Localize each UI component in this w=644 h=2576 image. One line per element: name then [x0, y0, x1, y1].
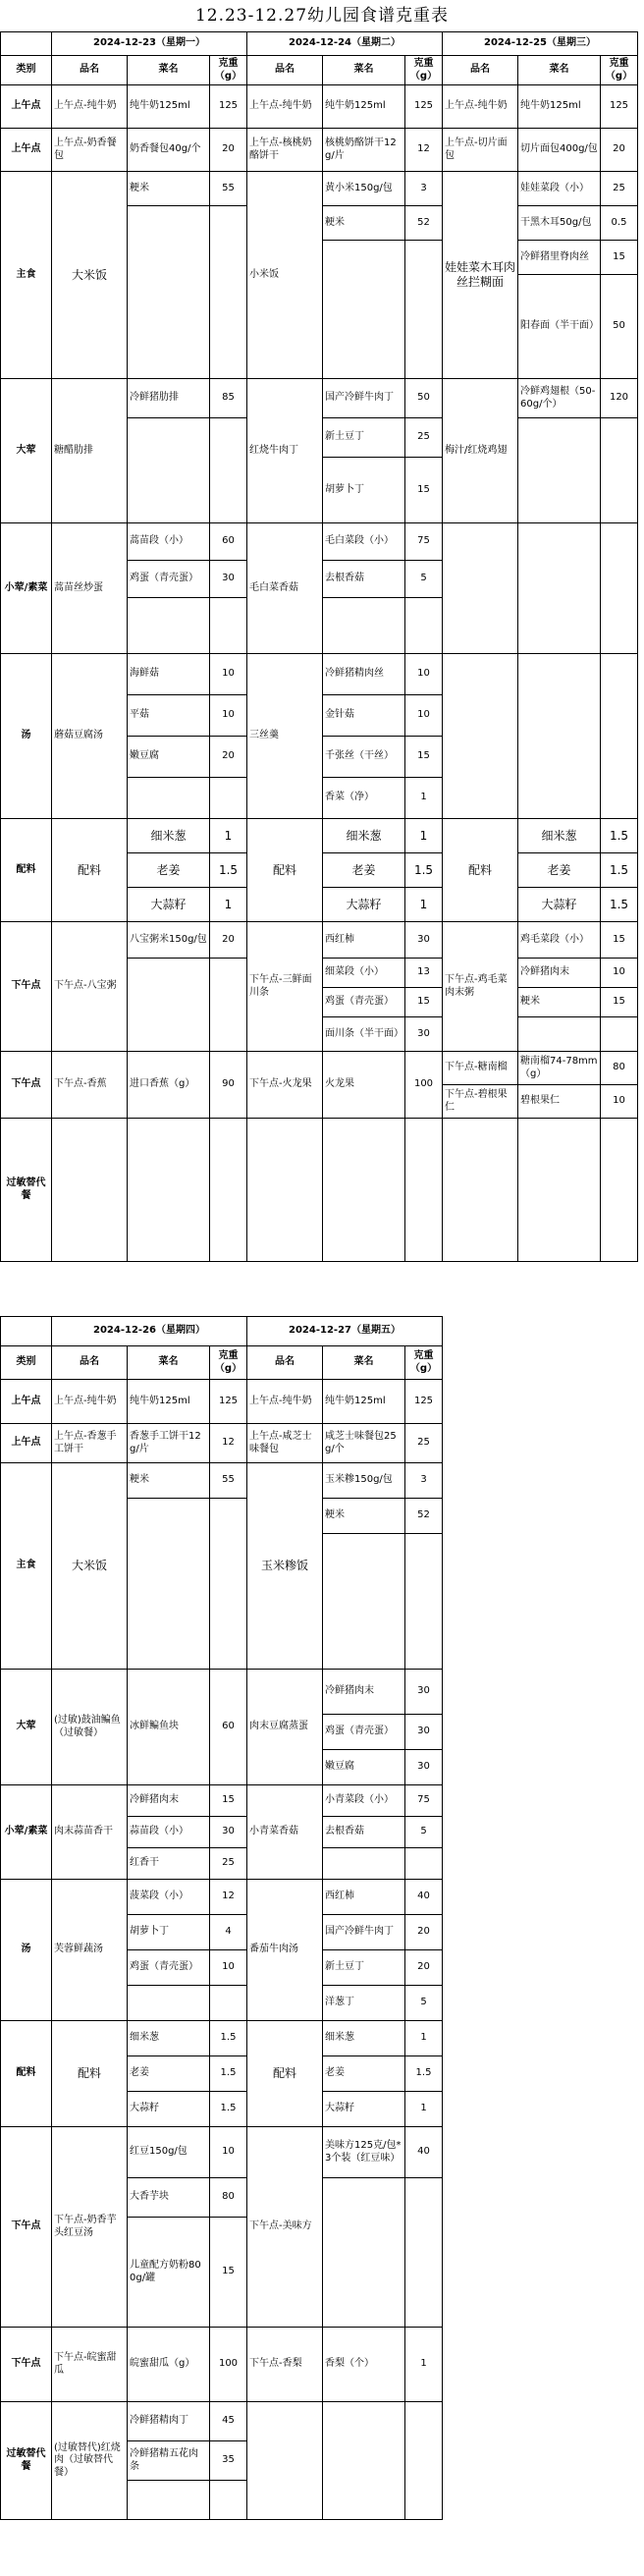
dish-name: 下午点-奶香芋头红豆汤 [52, 2127, 128, 2328]
dish-name: 下午点-香蕉 [52, 1052, 128, 1119]
dish-name: 下午点-皖蜜甜瓜 [52, 2328, 128, 2402]
ingredient: 鸡蛋（青壳蛋） [128, 1950, 210, 1986]
ingredient: 切片面包400g/包 [518, 129, 601, 172]
dish-name: 芙蓉鲜蔬汤 [52, 1880, 128, 2021]
weight: 40 [405, 2127, 443, 2178]
header-ingredient: 菜名 [518, 56, 601, 85]
header-weight: 克重（g） [405, 56, 443, 85]
weight: 125 [210, 1380, 247, 1424]
dish-name: 娃娃菜木耳肉丝拦糊面 [443, 172, 518, 379]
weight: 1.5 [405, 2056, 443, 2092]
ingredient: 细米葱 [323, 819, 405, 853]
ingredient: 进口香蕉（g） [128, 1052, 210, 1119]
ingredient: 美味方125克/包*3个装（红豆味） [323, 2127, 405, 2178]
ingredient: 粳米 [323, 206, 405, 241]
dish-name: 配料 [443, 819, 518, 922]
ingredient: 咸芝士味餐包25g/个 [323, 1424, 405, 1463]
ingredient: 糖南榴74-78mm（g） [518, 1052, 601, 1085]
weight: 50 [405, 379, 443, 418]
weight: 1.5 [210, 2021, 247, 2056]
weight: 1.5 [210, 2092, 247, 2127]
weight: 13 [405, 959, 443, 988]
row-soup-1 [1, 1880, 443, 1915]
row-side-1 [1, 1785, 443, 1817]
ingredient: 老姜 [518, 853, 601, 888]
category-side-dish: 小荤/素菜 [1, 1785, 52, 1880]
category-soup: 汤 [1, 1880, 52, 2021]
ingredient: 金针菇 [323, 695, 405, 737]
ingredient: 千张丝（干丝） [323, 737, 405, 778]
weight: 20 [601, 129, 638, 172]
weight: 35 [210, 2441, 247, 2481]
weight: 120 [601, 379, 638, 418]
column-header-row [1, 1346, 443, 1380]
weight: 12 [210, 1880, 247, 1915]
ingredient: 香梨（个） [323, 2328, 405, 2402]
row-staple-1 [1, 1463, 443, 1499]
ingredient: 冷鲜猪精五花肉条 [128, 2441, 210, 2481]
dish-name: 蒿苗丝炒蛋 [52, 523, 128, 654]
ingredient: 红香干 [128, 1848, 210, 1880]
weight: 85 [210, 379, 247, 418]
ingredient: 冷鲜猪肋排 [128, 379, 210, 418]
ingredient: 纯牛奶125ml [128, 85, 210, 129]
dish-name: 大米饭 [52, 1463, 128, 1670]
dish-name: 配料 [52, 2021, 128, 2127]
ingredient: 菠菜段（小） [128, 1880, 210, 1915]
ingredient: 细米葱 [128, 2021, 210, 2056]
weight: 20 [210, 129, 247, 172]
ingredient: 新土豆丁 [323, 418, 405, 458]
weight: 12 [405, 129, 443, 172]
weight: 15 [210, 1785, 247, 1817]
ingredient: 胡萝卜丁 [128, 1915, 210, 1950]
header-weight: 克重（g） [210, 56, 247, 85]
ingredient: 八宝粥米150g/包 [128, 922, 210, 959]
weight: 75 [405, 523, 443, 561]
category-snack-am: 上午点 [1, 129, 52, 172]
header-dish: 品名 [443, 56, 518, 85]
dish-name: 蘑菇豆腐汤 [52, 654, 128, 819]
dish-name: 糖醋肋排 [52, 379, 128, 523]
ingredient: 细米葱 [518, 819, 601, 853]
dish-name: 配料 [52, 819, 128, 922]
weight: 55 [210, 172, 247, 206]
ingredient: 火龙果 [323, 1052, 405, 1119]
ingredient: 蒜苗段（小） [128, 1817, 210, 1848]
ingredient: 冷鲜猪里脊肉丝 [518, 241, 601, 275]
page-title: 12.23-12.27幼儿园食谱克重表 [194, 6, 450, 26]
ingredient: 胡萝卜丁 [323, 458, 405, 523]
menu-table-week-1 [0, 31, 638, 1262]
category-snack-pm: 下午点 [1, 2328, 52, 2402]
category-snack-am: 上午点 [1, 85, 52, 129]
weight: 25 [210, 1848, 247, 1880]
ingredient: 玉米糁150g/包 [323, 1463, 405, 1499]
header-ingredient: 菜名 [323, 56, 405, 85]
category-snack-am: 上午点 [1, 1424, 52, 1463]
weight: 20 [405, 1915, 443, 1950]
dish-name: 肉末豆腐蒸蛋 [247, 1670, 323, 1785]
weight: 1 [405, 819, 443, 853]
ingredient: 皖蜜甜瓜（g） [128, 2328, 210, 2402]
dish-name: 玉米糁饭 [247, 1463, 323, 1670]
weight: 20 [405, 1950, 443, 1986]
row-snack-pm-fruit [1, 2328, 443, 2402]
ingredient: 冷鲜鸡翅根（50-60g/个） [518, 379, 601, 418]
ingredient: 奶香餐包40g/个 [128, 129, 210, 172]
menu-table-week-2 [0, 1316, 443, 2520]
weight: 125 [601, 85, 638, 129]
weight: 40 [405, 1880, 443, 1915]
dish-name: 下午点-火龙果 [247, 1052, 323, 1119]
weight: 15 [405, 737, 443, 778]
header-dish: 品名 [247, 1346, 323, 1380]
weight: 10 [210, 1950, 247, 1986]
ingredient: 冷鲜猪肉末 [128, 1785, 210, 1817]
weight: 30 [210, 1817, 247, 1848]
dish-name: (过敏)鼓油鳊鱼（过敏餐） [52, 1670, 128, 1785]
weight: 125 [210, 85, 247, 129]
ingredient: 儿童配方奶粉800g/罐 [128, 2218, 210, 2328]
dish-name: 上午点-核桃奶酪饼干 [247, 129, 323, 172]
ingredient: 洋葱丁 [323, 1986, 405, 2021]
ingredient: 核桃奶酪饼干12g/片 [323, 129, 405, 172]
ingredient: 去根香菇 [323, 1817, 405, 1848]
ingredient: 鸡蛋（青壳蛋） [323, 1715, 405, 1750]
ingredient: 嫩豆腐 [323, 1750, 405, 1785]
ingredient: 毛白菜段（小） [323, 523, 405, 561]
dish-name: 上午点-切片面包 [443, 129, 518, 172]
ingredient: 小青菜段（小） [323, 1785, 405, 1817]
ingredient: 西红柿 [323, 1880, 405, 1915]
weight: 10 [405, 654, 443, 695]
category-allergy: 过敏替代餐 [1, 2402, 52, 2520]
weight: 125 [405, 1380, 443, 1424]
category-snack-pm: 下午点 [1, 1052, 52, 1119]
ingredient: 海鲜菇 [128, 654, 210, 695]
ingredient: 娃娃菜段（小） [518, 172, 601, 206]
day-header-thu: 2024-12-26（星期四） [52, 1317, 247, 1346]
dish-name: 配料 [247, 2021, 323, 2127]
ingredient: 鸡毛菜段（小） [518, 922, 601, 959]
category-seasoning: 配料 [1, 2021, 52, 2127]
weight: 1 [405, 888, 443, 922]
ingredient: 蒿苗段（小） [128, 523, 210, 561]
ingredient: 红豆150g/包 [128, 2127, 210, 2178]
dish-name: 上午点-纯牛奶 [247, 85, 323, 129]
ingredient: 嫩豆腐 [128, 737, 210, 778]
weight: 10 [601, 959, 638, 988]
ingredient: 西红柿 [323, 922, 405, 959]
category-soup: 汤 [1, 654, 52, 819]
weight: 10 [210, 695, 247, 737]
weight: 15 [210, 2218, 247, 2328]
weight: 5 [405, 1986, 443, 2021]
weight: 1 [210, 888, 247, 922]
ingredient: 纯牛奶125ml [128, 1380, 210, 1424]
weight: 4 [210, 1915, 247, 1950]
header-dish: 品名 [52, 56, 128, 85]
category-allergy: 过敏替代餐 [1, 1119, 52, 1262]
weight: 1 [405, 778, 443, 819]
dish-name: 下午点-八宝粥 [52, 922, 128, 1052]
weight: 12 [210, 1424, 247, 1463]
category-seasoning: 配料 [1, 819, 52, 922]
weight: 10 [210, 2127, 247, 2178]
header-category: 类别 [1, 1346, 52, 1380]
ingredient: 国产冷鲜牛肉丁 [323, 1915, 405, 1950]
dish-name: 下午点-三鲜面川条 [247, 922, 323, 1052]
ingredient: 干黑木耳50g/包 [518, 206, 601, 241]
weight: 15 [601, 241, 638, 275]
dish-name: 下午点-碧根果仁 [443, 1085, 518, 1119]
dish-name: 下午点-鸡毛菜肉末粥 [443, 922, 518, 1052]
row-main-1 [1, 379, 638, 418]
row-main-1 [1, 1670, 443, 1715]
row-allergy [1, 1119, 638, 1262]
weight: 100 [405, 1052, 443, 1119]
row-snack-pm-fruit-1 [1, 1052, 638, 1085]
column-header-row [1, 56, 638, 85]
header-weight: 克重（g） [601, 56, 638, 85]
ingredient: 粳米 [128, 172, 210, 206]
weight: 100 [210, 2328, 247, 2402]
header-dish: 品名 [247, 56, 323, 85]
weight: 1.5 [601, 819, 638, 853]
weight: 5 [405, 561, 443, 598]
ingredient: 大蒜籽 [128, 2092, 210, 2127]
weight: 50 [601, 275, 638, 379]
weight: 5 [405, 1817, 443, 1848]
category-snack-pm: 下午点 [1, 922, 52, 1052]
dish-name: 肉末蒜苗香干 [52, 1785, 128, 1880]
ingredient: 粳米 [518, 988, 601, 1017]
ingredient: 大蒜籽 [518, 888, 601, 922]
row-snack-am-1 [1, 85, 638, 129]
ingredient: 纯牛奶125ml [323, 85, 405, 129]
dish-name: 三丝羹 [247, 654, 323, 819]
row-snack-pm-1 [1, 2127, 443, 2178]
row-snack-am-2 [1, 1424, 443, 1463]
ingredient: 国产冷鲜牛肉丁 [323, 379, 405, 418]
dish-name: 下午点-美味方 [247, 2127, 323, 2328]
weight: 1.5 [601, 853, 638, 888]
dish-name: 下午点-糖南榴 [443, 1052, 518, 1085]
dish-name: 小青菜香菇 [247, 1785, 323, 1880]
header-ingredient: 菜名 [323, 1346, 405, 1380]
weight: 3 [405, 172, 443, 206]
weight: 45 [210, 2402, 247, 2441]
weight: 15 [601, 922, 638, 959]
ingredient: 鸡蛋（青壳蛋） [128, 561, 210, 598]
ingredient: 鸡蛋（青壳蛋） [323, 988, 405, 1017]
ingredient: 面川条（半干面） [323, 1017, 405, 1052]
category-snack-am: 上午点 [1, 1380, 52, 1424]
ingredient: 纯牛奶125ml [323, 1380, 405, 1424]
dish-name: 上午点-奶香餐包 [52, 129, 128, 172]
weight: 30 [405, 1017, 443, 1052]
ingredient: 香菜（净） [323, 778, 405, 819]
weight: 1.5 [601, 888, 638, 922]
ingredient: 阳春面（半干面） [518, 275, 601, 379]
weight: 30 [405, 1750, 443, 1785]
dish-name: 上午点-纯牛奶 [52, 85, 128, 129]
dish-name: 上午点-香葱手工饼干 [52, 1424, 128, 1463]
weight: 0.5 [601, 206, 638, 241]
weight: 80 [601, 1052, 638, 1085]
dish-name: 小米饭 [247, 172, 323, 379]
dish-name: 配料 [247, 819, 323, 922]
row-snack-am-1 [1, 1380, 443, 1424]
header-ingredient: 菜名 [128, 56, 210, 85]
weight: 15 [405, 988, 443, 1017]
ingredient: 老姜 [128, 853, 210, 888]
row-allergy-1 [1, 2402, 443, 2441]
weight: 52 [405, 1499, 443, 1534]
ingredient [128, 1986, 210, 2021]
day-header-wed: 2024-12-25（星期三） [443, 32, 638, 56]
ingredient: 大蒜籽 [323, 888, 405, 922]
weight: 1 [405, 2328, 443, 2402]
row-side-1 [1, 523, 638, 561]
header-dish: 品名 [52, 1346, 128, 1380]
weight: 1 [210, 819, 247, 853]
ingredient: 细米葱 [323, 2021, 405, 2056]
row-seasoning-1 [1, 819, 638, 853]
ingredient: 细菜段（小） [323, 959, 405, 988]
dish-name: (过敏替代)红烧肉（过敏替代餐） [52, 2402, 128, 2520]
dish-name: 上午点-纯牛奶 [443, 85, 518, 129]
weight: 3 [405, 1463, 443, 1499]
dish-name: 上午点-咸芝士味餐包 [247, 1424, 323, 1463]
ingredient: 老姜 [323, 2056, 405, 2092]
ingredient: 香葱手工饼干12g/片 [128, 1424, 210, 1463]
date-row [1, 32, 638, 56]
header-weight: 克重（g） [405, 1346, 443, 1380]
weight: 1 [405, 2092, 443, 2127]
weight: 52 [405, 206, 443, 241]
header-category: 类别 [1, 56, 52, 85]
category-main-dish: 大荤 [1, 379, 52, 523]
day-header-tue: 2024-12-24（星期二） [247, 32, 443, 56]
dish-name: 番茄牛肉汤 [247, 1880, 323, 2021]
category-main-dish: 大荤 [1, 1670, 52, 1785]
ingredient: 冷鲜猪精肉丝 [323, 654, 405, 695]
category-staple: 主食 [1, 172, 52, 379]
weight: 1.5 [210, 853, 247, 888]
ingredient: 老姜 [323, 853, 405, 888]
weight: 1.5 [210, 2056, 247, 2092]
weight: 60 [210, 1670, 247, 1785]
ingredient: 冷鲜猪精肉丁 [128, 2402, 210, 2441]
row-snack-pm-1 [1, 922, 638, 959]
dish-name: 下午点-香梨 [247, 2328, 323, 2402]
weight: 20 [210, 737, 247, 778]
dish-name: 上午点-纯牛奶 [52, 1380, 128, 1424]
weight: 80 [210, 2178, 247, 2218]
weight: 30 [405, 1715, 443, 1750]
weight: 30 [405, 1670, 443, 1715]
ingredient: 大蒜籽 [323, 2092, 405, 2127]
weight: 25 [405, 418, 443, 458]
weight [210, 1986, 247, 2021]
weight: 60 [210, 523, 247, 561]
weight: 75 [405, 1785, 443, 1817]
date-row [1, 1317, 443, 1346]
row-snack-am-2 [1, 129, 638, 172]
day-header-mon: 2024-12-23（星期一） [52, 32, 247, 56]
dish-name: 梅汁/红烧鸡翅 [443, 379, 518, 523]
ingredient: 粳米 [128, 1463, 210, 1499]
category-staple: 主食 [1, 1463, 52, 1670]
weight: 10 [210, 654, 247, 695]
weight: 30 [405, 922, 443, 959]
row-staple-1 [1, 172, 638, 206]
ingredient: 纯牛奶125ml [518, 85, 601, 129]
weight: 90 [210, 1052, 247, 1119]
weight: 25 [601, 172, 638, 206]
weight: 25 [405, 1424, 443, 1463]
dish-name: 大米饭 [52, 172, 128, 379]
day-header-fri: 2024-12-27（星期五） [247, 1317, 443, 1346]
category-snack-pm: 下午点 [1, 2127, 52, 2328]
ingredient: 碧根果仁 [518, 1085, 601, 1119]
weight: 55 [210, 1463, 247, 1499]
weight: 15 [601, 988, 638, 1017]
ingredient: 平菇 [128, 695, 210, 737]
header-weight: 克重（g） [210, 1346, 247, 1380]
weight: 1.5 [405, 853, 443, 888]
weight: 30 [210, 561, 247, 598]
ingredient: 细米葱 [128, 819, 210, 853]
weight: 1 [405, 2021, 443, 2056]
ingredient: 冰鲜鳊鱼块 [128, 1670, 210, 1785]
ingredient: 粳米 [323, 1499, 405, 1534]
ingredient: 新土豆丁 [323, 1950, 405, 1986]
row-soup-1 [1, 654, 638, 695]
dish-name: 毛白菜香菇 [247, 523, 323, 654]
dish-name: 上午点-纯牛奶 [247, 1380, 323, 1424]
weight: 15 [405, 458, 443, 523]
ingredient: 黄小米150g/包 [323, 172, 405, 206]
header-ingredient: 菜名 [128, 1346, 210, 1380]
ingredient: 冷鲜猪肉末 [323, 1670, 405, 1715]
weight: 125 [405, 85, 443, 129]
ingredient: 大蒜籽 [128, 888, 210, 922]
category-side-dish: 小荤/素菜 [1, 523, 52, 654]
ingredient: 去根香菇 [323, 561, 405, 598]
weight: 10 [405, 695, 443, 737]
weight: 20 [210, 922, 247, 959]
ingredient: 大香芋块 [128, 2178, 210, 2218]
ingredient: 冷鲜猪肉末 [518, 959, 601, 988]
weight: 10 [601, 1085, 638, 1119]
dish-name: 红烧牛肉丁 [247, 379, 323, 523]
row-seasoning-1 [1, 2021, 443, 2056]
ingredient: 老姜 [128, 2056, 210, 2092]
